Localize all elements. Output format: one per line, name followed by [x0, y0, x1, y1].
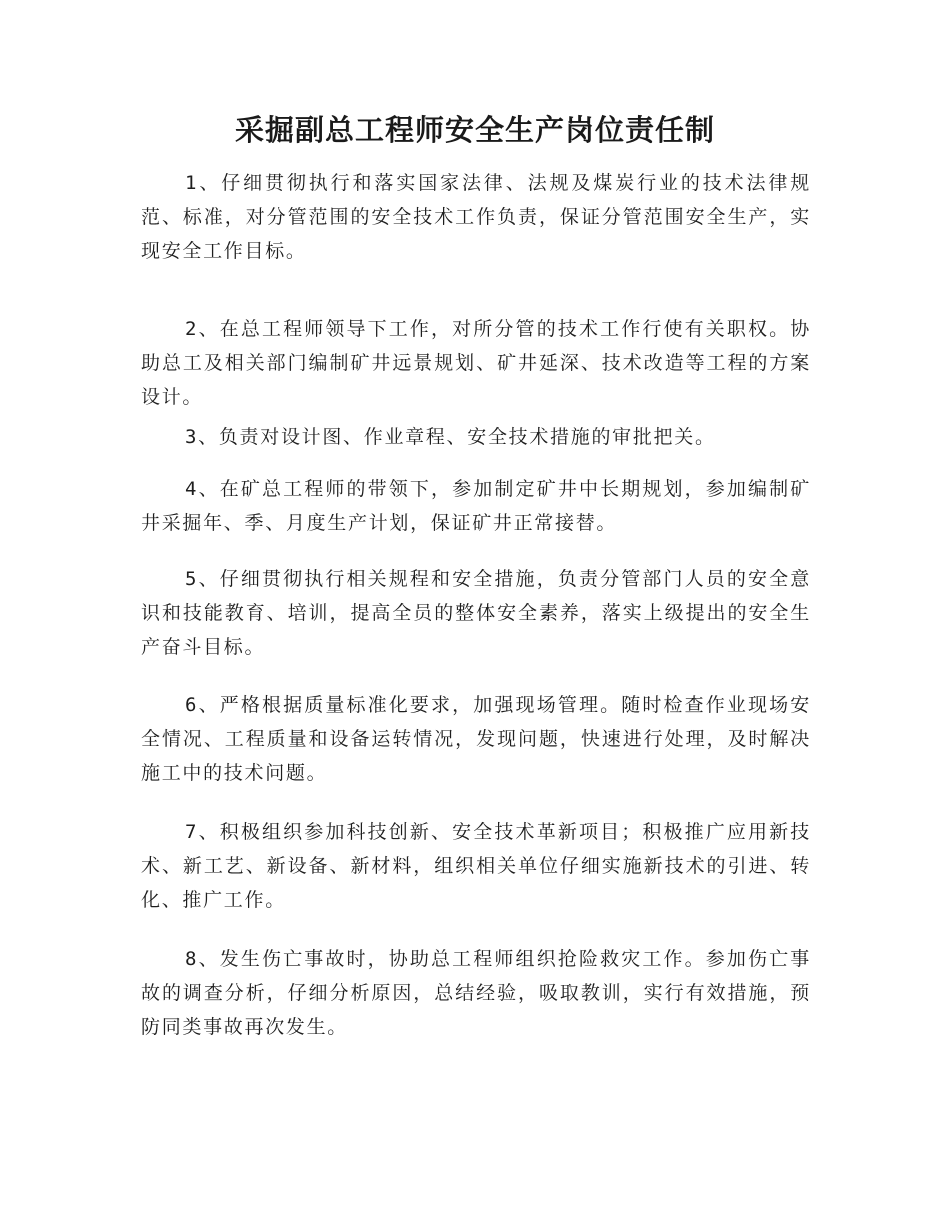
- paragraph-7: 7、积极组织参加科技创新、安全技术革新项目；积极推广应用新技术、新工艺、新设备、新材料，组织相关单位仔细实施新技术的引进、转化、推广工作。: [141, 821, 811, 911]
- paragraph-1: 1、仔细贯彻执行和落实国家法律、法规及煤炭行业的技术法律规范、标准，对分管范围的安全技术工作负责，保证分管范围安全生产，实现安全工作目标。: [141, 172, 811, 262]
- document-title: 采掘副总工程师安全生产岗位责任制: [234, 113, 715, 147]
- paragraph-6: 6、严格根据质量标准化要求，加强现场管理。随时检查作业现场安全情况、工程质量和设备运转情况，发现问题，快速进行处理，及时解决施工中的技术问题。: [141, 694, 811, 784]
- paragraph-5: 5、仔细贯彻执行相关规程和安全措施，负责分管部门人员的安全意识和技能教育、培训，提高全员的整体安全素养，落实上级提出的安全生产奋斗目标。: [141, 568, 811, 658]
- paragraph-3: 3、负责对设计图、作业章程、安全技术措施的审批把关。: [185, 426, 716, 448]
- paragraph-4: 4、在矿总工程师的带领下，参加制定矿井中长期规划，参加编制矿井采掘年、季、月度生产计划，保证矿井正常接替。: [141, 478, 811, 534]
- paragraph-8: 8、发生伤亡事故时，协助总工程师组织抢险救灾工作。参加伤亡事故的调查分析，仔细分析原因，总结经验，吸取教训，实行有效措施，预防同类事故再次发生。: [141, 948, 811, 1038]
- paragraph-2: 2、在总工程师领导下工作，对所分管的技术工作行使有关职权。协助总工及相关部门编制矿井远景规划、矿井延深、技术改造等工程的方案设计。: [141, 318, 811, 408]
